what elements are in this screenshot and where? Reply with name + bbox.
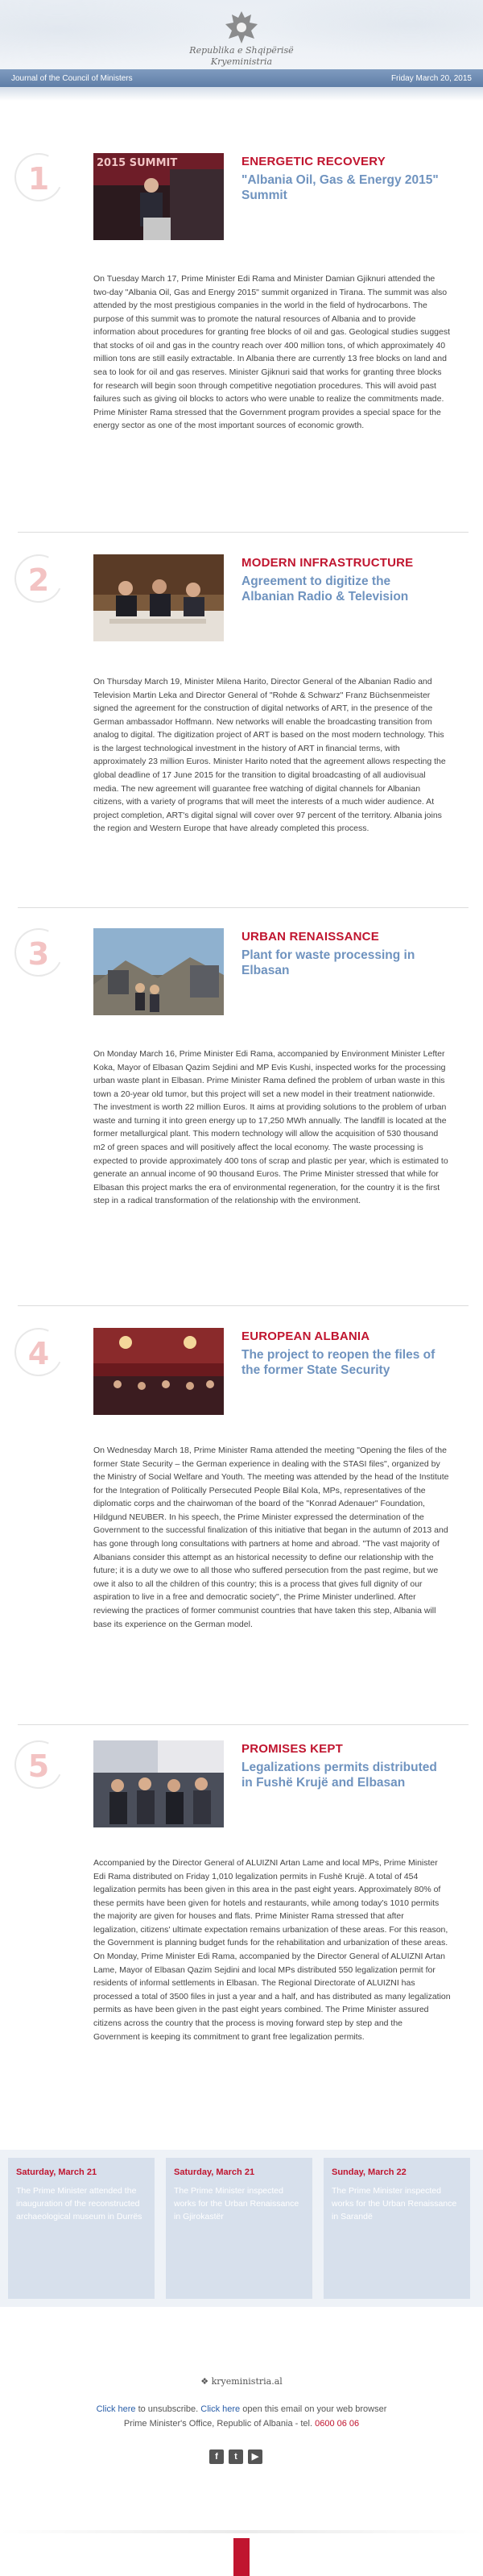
- emblem-icon: [221, 6, 262, 48]
- plant-photo: [93, 928, 224, 1015]
- flag-ribbon: [233, 2538, 250, 2576]
- story-photo[interactable]: [93, 928, 224, 1015]
- permits-photo: [93, 1740, 224, 1827]
- journal-title: Journal of the Council of Ministers: [11, 73, 133, 83]
- calendar-text: The Prime Minister inspected works for the Urban Renaissance in Sarandë: [332, 2185, 457, 2222]
- divider: [18, 532, 469, 533]
- story-number: [14, 554, 63, 603]
- story-body: Accompanied by the Director General of ALUIZNI Artan Lame and local MPs, Prime Minister Edi Rama distributed on Friday 1,010 legalization permits in Fushë Krujë. A total of 454 legalization permits has been given in this area in the past eight years. Approximately 80% of these permits have been given for hotels and restaurants, while among today's 1010 permits the majority are given for houses and flats. Prime Minister Rama stressed that after legalization, citizens' ultimate expectation remains urbanization of these areas. For this reason, the Government is planning budget funds for the rehabilitation and urbanization of these areas. On Monday, Prime Minister Edi Rama, accompanied by the Director General of ALUIZNI Artan Lame, Mayor of Elbasan Qazim Sejdini and local MPs distributed 550 legalization permit for residents of informal settlements in Elbasan. The Regional Directorate of ALUIZNI has processed a total of 3500 files in just a year and a half, and has distributed as many legalization permits as have been given in the past eight years combined. The Prime Minister assured citizens across the country that the process is moving forward step by step and the Government is keeping its commitment to grant free legalization permits.: [93, 1858, 451, 2042]
- office-text: Prime Minister's Office, Republic of Albania - tel.: [123, 2419, 313, 2429]
- site-url: kryeministria.al: [211, 2376, 283, 2387]
- divider: [18, 1724, 469, 1725]
- calendar-date: Saturday, March 21: [16, 2167, 97, 2177]
- unsubscribe-link[interactable]: Click here: [96, 2404, 136, 2414]
- story-photo[interactable]: [93, 1740, 224, 1827]
- brand-line-1: Republika e Shqipërisë: [189, 45, 294, 56]
- calendar-item[interactable]: [8, 2158, 155, 2299]
- footer-line: [0, 2530, 483, 2533]
- story-headline[interactable]: Agreement to digitize the Albanian Radio & Television: [242, 575, 409, 604]
- story-number-digit: 2: [27, 562, 50, 598]
- divider: [18, 1305, 469, 1306]
- story-number-digit: 1: [27, 161, 50, 197]
- emblem-small-icon: ❖: [200, 2376, 212, 2387]
- brand: [0, 45, 483, 68]
- story-body: On Thursday March 19, Minister Milena Harito, Director General of the Albanian Radio and Television Martin Leka and Director General of "Rohde & Schwarz" Franz Büchsenmeister signed the agreement for the construction of digital networks of ART, in the presence of the German ambassador Hoffmann. New networks will enable the broadcasting transition from analog to digital. The digitization project of ART is based on the most modern technology. This is the largest technological investment in the history of ART in financial terms, with approximately 23 million Euros. Minister Harito noted that the agreement allows respecting the global deadline of 17 June 2015 for the transition to digital broadcasting of all audiovisual media. The new agreement will guarantee free watching of digital channels for Albanian citizens, with a variety of programs that will meet the interests of a much wider audience. At project completion, ART's digital signal will cover over 97 percent of the territory. Albania joins the region and Western Europe that have already completed this process.: [93, 677, 446, 834]
- bar-shadow: [0, 87, 483, 101]
- divider: [18, 907, 469, 908]
- browser-link[interactable]: Click here: [200, 2404, 241, 2414]
- browser-text: open this email on your web browser: [242, 2404, 387, 2414]
- story-number: [14, 1740, 63, 1789]
- site-link[interactable]: [0, 2375, 483, 2389]
- calendar-item[interactable]: [166, 2158, 312, 2299]
- signing-photo: [93, 554, 224, 641]
- footer-contact: [0, 2417, 483, 2431]
- story-number-digit: 3: [27, 936, 50, 972]
- footer-links: [0, 2403, 483, 2416]
- issue-date: Friday March 20, 2015: [390, 73, 472, 83]
- summit-photo: [93, 153, 224, 240]
- journal-bar: [0, 69, 483, 87]
- brand-line-2: Kryeministria: [210, 56, 273, 67]
- story-photo[interactable]: [93, 153, 224, 240]
- story-body: On Tuesday March 17, Prime Minister Edi Rama and Minister Damian Gjiknuri attended the two-day "Albania Oil, Gas and Energy 2015" summit organized in Tirana. The summit was also attended by the most prestigious companies in the world in the field of hydrocarbons. The purpose of this summit was to promote the natural resources of Albania and to provide information about procedures for granting free blocks of oil and gas. Geological studies suggest that stocks of oil and gas in the country reach over 400 million tons, of which approximately 40 million tons are still easily extractable. In Albania there are currently 13 free blocks on land and sea to look for oil and gas reserves. Minister Gjiknuri said that works for granting three blocks for research will begin soon through competitive negotiation procedures. This will avoid past failures such as giving oil blocks to actors who were unable to realize the commitments made. Prime Minister Rama stressed that the Government program provides a special space for the energy sector as one of the most important sources of economic growth.: [93, 274, 451, 431]
- hall-photo: [93, 1328, 224, 1415]
- phone-number[interactable]: 0600 06 06: [315, 2419, 360, 2429]
- story-headline[interactable]: "Albania Oil, Gas & Energy 2015" Summit: [242, 173, 439, 203]
- story-category: MODERN INFRASTRUCTURE: [242, 556, 414, 570]
- youtube-icon[interactable]: ▶: [248, 2449, 262, 2464]
- unsubscribe-text: to unsubscribe.: [138, 2404, 199, 2414]
- story-number-digit: 4: [27, 1336, 50, 1371]
- story-number: [14, 153, 63, 201]
- story-number: [14, 1328, 63, 1376]
- story-body: On Wednesday March 18, Prime Minister Rama attended the meeting "Opening the files of the former State Security – the German experience in dealing with the STASI files", organized by the Ministry of Social Welfare and Youth. The meeting was attended by the head of the Institute for the Integration of Politically Persecuted People Bilal Kola, MPs, representatives of the diplomatic corps and the chairwoman of the board of the "Konrad Adenauer" Foundation, Hildgund NEUBER. In his speech, the Prime Minister expressed the determination of the Government to the successful finalization of this initiative that began in the autumn of 2013 and has gone through long consultations with partners at home and abroad. "The vast majority of Albanians consider this attempt as an historical necessity to define our relationship with the future; it is a duty we owe to all those who suffered persecution from the past regime, but we owe it also to all the children of this country; this is a process that gives full dignity of our aspiration to live in a free and democratic society", the Prime Minister underlined. After reviewing the practices of former communist countries that have taken this step, Albania will base its experience on the German model.: [93, 1446, 449, 1629]
- story-number-digit: 5: [27, 1748, 50, 1784]
- story-photo[interactable]: [93, 1328, 224, 1415]
- calendar-date: Sunday, March 22: [332, 2167, 407, 2177]
- twitter-icon[interactable]: t: [229, 2449, 243, 2464]
- calendar-text: The Prime Minister attended the inauguration of the reconstructed archaeological museum in Durrës: [16, 2185, 142, 2222]
- story-photo[interactable]: [93, 554, 224, 641]
- header: [0, 0, 483, 101]
- facebook-icon[interactable]: f: [209, 2449, 224, 2464]
- calendar-date: Saturday, March 21: [174, 2167, 255, 2177]
- story-category: EUROPEAN ALBANIA: [242, 1329, 370, 1343]
- social-links: [209, 2449, 262, 2464]
- story-category: PROMISES KEPT: [242, 1742, 343, 1756]
- story-body: On Monday March 16, Prime Minister Edi Rama, accompanied by Environment Minister Lefter Koka, Mayor of Elbasan Qazim Sejdini and MP Evis Kushi, inspected works for the processing urban waste plant in Elbasan. Prime Minister Rama defined the problem of urban waste in this town a 20-year old tumor, but this project will set a new model in their treatment nationwide. The investment is worth 22 million Euros. It aims at providing solutions to the problem of urban waste and turning it into green energy up to 17,250 MWh annually. The landfill is located at the former metallurgical plant. This modern technology will allow the acquisition of 530 thousand m2 of green spaces and will positively affect the local economy. The waste processing is expected to provide approximately 400 tons of scrap and plastic per year, which is estimated to generate an annual income of 90 thousand Euros. The Prime Minister stressed that while for Elbasan this project marks the era of environmental regeneration, for the country it is the first step in a radical transformation of the relationship with the environment.: [93, 1049, 448, 1206]
- calendar-item[interactable]: [324, 2158, 470, 2299]
- story-headline[interactable]: The project to reopen the files of the former State Security: [242, 1348, 436, 1378]
- story-number: [14, 928, 63, 977]
- story-category: ENERGETIC RECOVERY: [242, 155, 386, 168]
- story-category: URBAN RENAISSANCE: [242, 930, 379, 944]
- calendar-text: The Prime Minister inspected works for the Urban Renaissance in Gjirokastër: [174, 2185, 299, 2222]
- story-headline[interactable]: Plant for waste processing in Elbasan: [242, 948, 415, 978]
- story-headline[interactable]: Legalizations permits distributed in Fushë Krujë and Elbasan: [242, 1761, 437, 1790]
- photo-caption: 2015 SUMMIT: [97, 157, 178, 169]
